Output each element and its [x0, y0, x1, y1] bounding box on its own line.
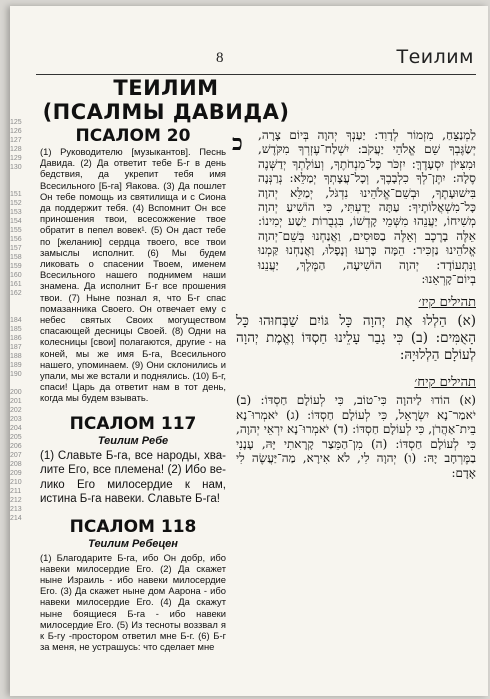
edge-number: 186 — [10, 335, 22, 342]
page-number: 8 — [216, 50, 224, 66]
main-title-line2: (ПСАЛМЫ ДАВИДА) — [42, 100, 290, 124]
edge-number — [10, 298, 20, 307]
edge-number: 210 — [10, 479, 22, 486]
edge-number — [10, 181, 20, 190]
hebrew-column — [236, 128, 476, 480]
psalm-117-hebrew-text: (א) הַלְלוּ אֶת יְהוָה כָּל גּוֹיִם שַׁבְּחוּהוּ כָּל הָאֻמִּים: (ב) כִּי גָבַר עָלֵינוּ חַסְדּוֹ וֶאֱמֶת יְהוָה לְעוֹלָם הַלְלוּיָהּ: — [236, 313, 476, 364]
edge-number: 207 — [10, 452, 22, 459]
russian-column — [40, 126, 226, 653]
edge-number — [10, 307, 20, 316]
psalm-118-text: (1) Благодарите Б-га, ибо Он добр, ибо навеки милосердие Его. (2) Да скажет ныне Израиль - ибо навеки милосердие Его. (3) Да скажет ныне дом Аарона - ибо навеки милосердие Его. (4) Да скажут ныне боящиеся Б-га - ибо навеки милосердие Его. (5) Из тесноты воззвал я к Б-гу -простором ответил мне Б-г. (6) Б-г за меня, не устрашусь: что сделает мне — [40, 551, 226, 653]
edge-number: 203 — [10, 416, 22, 423]
edge-number: 154 — [10, 218, 22, 225]
edge-number: 160 — [10, 272, 22, 279]
main-title-line1: ТЕИЛИМ — [113, 76, 219, 100]
psalm-117-text: (1) Славьте Б-га, все народы, хвалите Его, все племена! (2) Ибо велико Его милосердие к нам, истина Б-га навеки. Славьте Б-га! — [40, 449, 226, 506]
psalm-20-section — [40, 126, 226, 404]
psalm-117-section — [40, 414, 226, 507]
edge-number: 211 — [10, 488, 22, 495]
edge-number: 162 — [10, 290, 22, 297]
edge-number: 152 — [10, 200, 22, 207]
edge-number — [10, 379, 20, 388]
edge-number: 128 — [10, 146, 22, 153]
edge-number: 190 — [10, 371, 22, 378]
edge-number: 213 — [10, 506, 22, 513]
edge-number: 201 — [10, 398, 22, 405]
psalm-118-heading: ПСАЛОМ 118 — [69, 516, 197, 537]
bleed-through-text — [250, 24, 450, 44]
edge-number: 185 — [10, 326, 22, 333]
edge-number: 205 — [10, 434, 22, 441]
edge-number: 206 — [10, 443, 22, 450]
psalm-118-section — [40, 517, 226, 653]
psalm-20-text: (1) Руководителю [музыкантов]. Песнь Давида. (2) Да ответит тебе Б-г в день бедствия, да укрепит тебя имя Всесильного [Б-га] Яакова. (3) Да пошлет Он тебе помощь из святилища и с Сиона да поддержит тебя. (4) Вспомнит Он все приношения твои, всесожжение твое обратит в пепел вовек¹. (5) Он даст тебе по [желанию] сердца твоего, все твои замыслы исполнит. (6) Мы будем ликовать о спасении Твоем, именем Всесильного нашего поднимем наши знамена. Да исполнит Б-г все прошения твои. (7) Ныне познал я, что Б-г спас помазанника Своего. Он отвечает ему с небес святых Своих могуществом спасающей десницы Своей. (8) Одни на колесницы [свои] полагаются, другие - на коней, мы же имя Б-га, Всесильного нашего, упоминаем. (9) Они склонились и упали, мы же встали и поднялись. (10) Б-г, спаси! Царь да ответит нам в тот день, когда мы будем взывать. — [40, 146, 226, 404]
edge-number: 212 — [10, 497, 22, 504]
psalm-20-heading: ПСАЛОМ 20 — [75, 126, 191, 146]
edge-number: 125 — [10, 119, 22, 126]
main-title — [32, 76, 300, 124]
edge-number: 157 — [10, 245, 22, 252]
running-title: Теилим — [396, 46, 474, 68]
psalm-118-hebrew-heading: תהילים קיח׳ — [414, 375, 476, 391]
edge-number: 200 — [10, 389, 22, 396]
psalm-117-hebrew-heading: תהילים קיז׳ — [418, 295, 476, 311]
psalm-20-hebrew-text: לַמְנַצֵּחַ, מִזְמוֹר לְדָוִד: יַעַנְךָ יְהוָה בְּיוֹם צָרָה, יְשַׂגֶּבְךָ שֵׁם אֱלֹהֵי יַעֲקֹב: יִשְׁלַח־עֶזְרְךָ מִקֹּדֶשׁ, וּמִצִּיּוֹן יִסְעָדֶךָּ: יִזְכֹּר כָּל־מִנְחֹתֶךָ, וְעוֹלָתְךָ יְדַשְּׁנֶה סֶלָה: יִתֶּן־לְךָ כִלְבָבֶךָ, וְכָל־עֲצָתְךָ יְמַלֵּא: נְרַנְּנָה בִּישׁוּעָתֶךָ, וּבְשֵׁם־אֱלֹהֵינוּ נִדְגֹּל, יְמַלֵּא יְהוָה כָּל־מִשְׁאֲלוֹתֶיךָ: עַתָּה יָדַעְתִּי, כִּי הוֹשִׁיעַ יְהוָה מְשִׁיחוֹ, יַעֲנֵהוּ מִשְּׁמֵי קָדְשׁוֹ, בִּגְבֻרוֹת יֵשַׁע יְמִינוֹ: אֵלֶּה בָרֶכֶב וְאֵלֶּה בַסּוּסִים, וַאֲנַחְנוּ בְּשֵׁם־יְהוָה אֱלֹהֵינוּ נַזְכִּיר: הֵמָּה כָּרְעוּ וְנָפָלוּ, וַאֲנַחְנוּ קַּמְנוּ וַנִּתְעוֹדָד: יְהוָה הוֹשִׁיעָה, הַמֶּלֶךְ, יַעֲנֵנוּ בְיוֹם־קָרְאֵנוּ: — [258, 128, 476, 287]
edge-number: 161 — [10, 281, 22, 288]
edge-number: 159 — [10, 263, 22, 270]
edge-number: 184 — [10, 317, 22, 324]
edge-number: 204 — [10, 425, 22, 432]
edge-number: 129 — [10, 155, 22, 162]
book-page — [10, 6, 488, 696]
psalm-117-heading: ПСАЛОМ 117 — [69, 413, 197, 434]
edge-number: 156 — [10, 236, 22, 243]
edge-number: 151 — [10, 191, 22, 198]
edge-number: 214 — [10, 515, 22, 522]
edge-number: 209 — [10, 470, 22, 477]
edge-number: 155 — [10, 227, 22, 234]
previous-page-edge-numbers — [10, 118, 20, 523]
edge-number: 189 — [10, 362, 22, 369]
edge-number: 202 — [10, 407, 22, 414]
psalm-20-hebrew-letter: כ — [232, 130, 243, 156]
edge-number: 158 — [10, 254, 22, 261]
psalm-117-subheading: Теилим Ребе — [97, 434, 169, 447]
edge-number: 130 — [10, 164, 22, 171]
psalm-118-subheading: Теилим Ребецен — [88, 537, 178, 550]
edge-number: 153 — [10, 209, 22, 216]
psalm-118-hebrew-text: (א) הוֹדוּ לַיהוָה כִּי־טוֹב, כִּי לְעוֹלָם חַסְדּוֹ: (ב) יֹאמַר־נָא יִשְׂרָאֵל, כִּי לְעוֹלָם חַסְדּוֹ: (ג) יֹאמְרוּ־נָא בֵית־אַהֲרֹן, כִּי לְעוֹלָם חַסְדּוֹ: (ד) יֹאמְרוּ־נָא יִרְאֵי יְהוָה, כִּי לְעוֹלָם חַסְדּוֹ: (ה) מִן־הַמֵּצַר קָרָאתִי יָּהּ, עָנָנִי בַמֶּרְחָב יָהּ: (ו) יְהוָה לִי, לֹא אִירָא, מַה־יַּעֲשֶׂה לִי אָדָם: — [236, 393, 476, 480]
edge-number: 187 — [10, 344, 22, 351]
edge-number: 208 — [10, 461, 22, 468]
edge-number — [10, 172, 20, 181]
edge-number: 127 — [10, 137, 22, 144]
header-rule — [36, 74, 476, 75]
edge-number: 188 — [10, 353, 22, 360]
edge-number: 126 — [10, 128, 22, 135]
